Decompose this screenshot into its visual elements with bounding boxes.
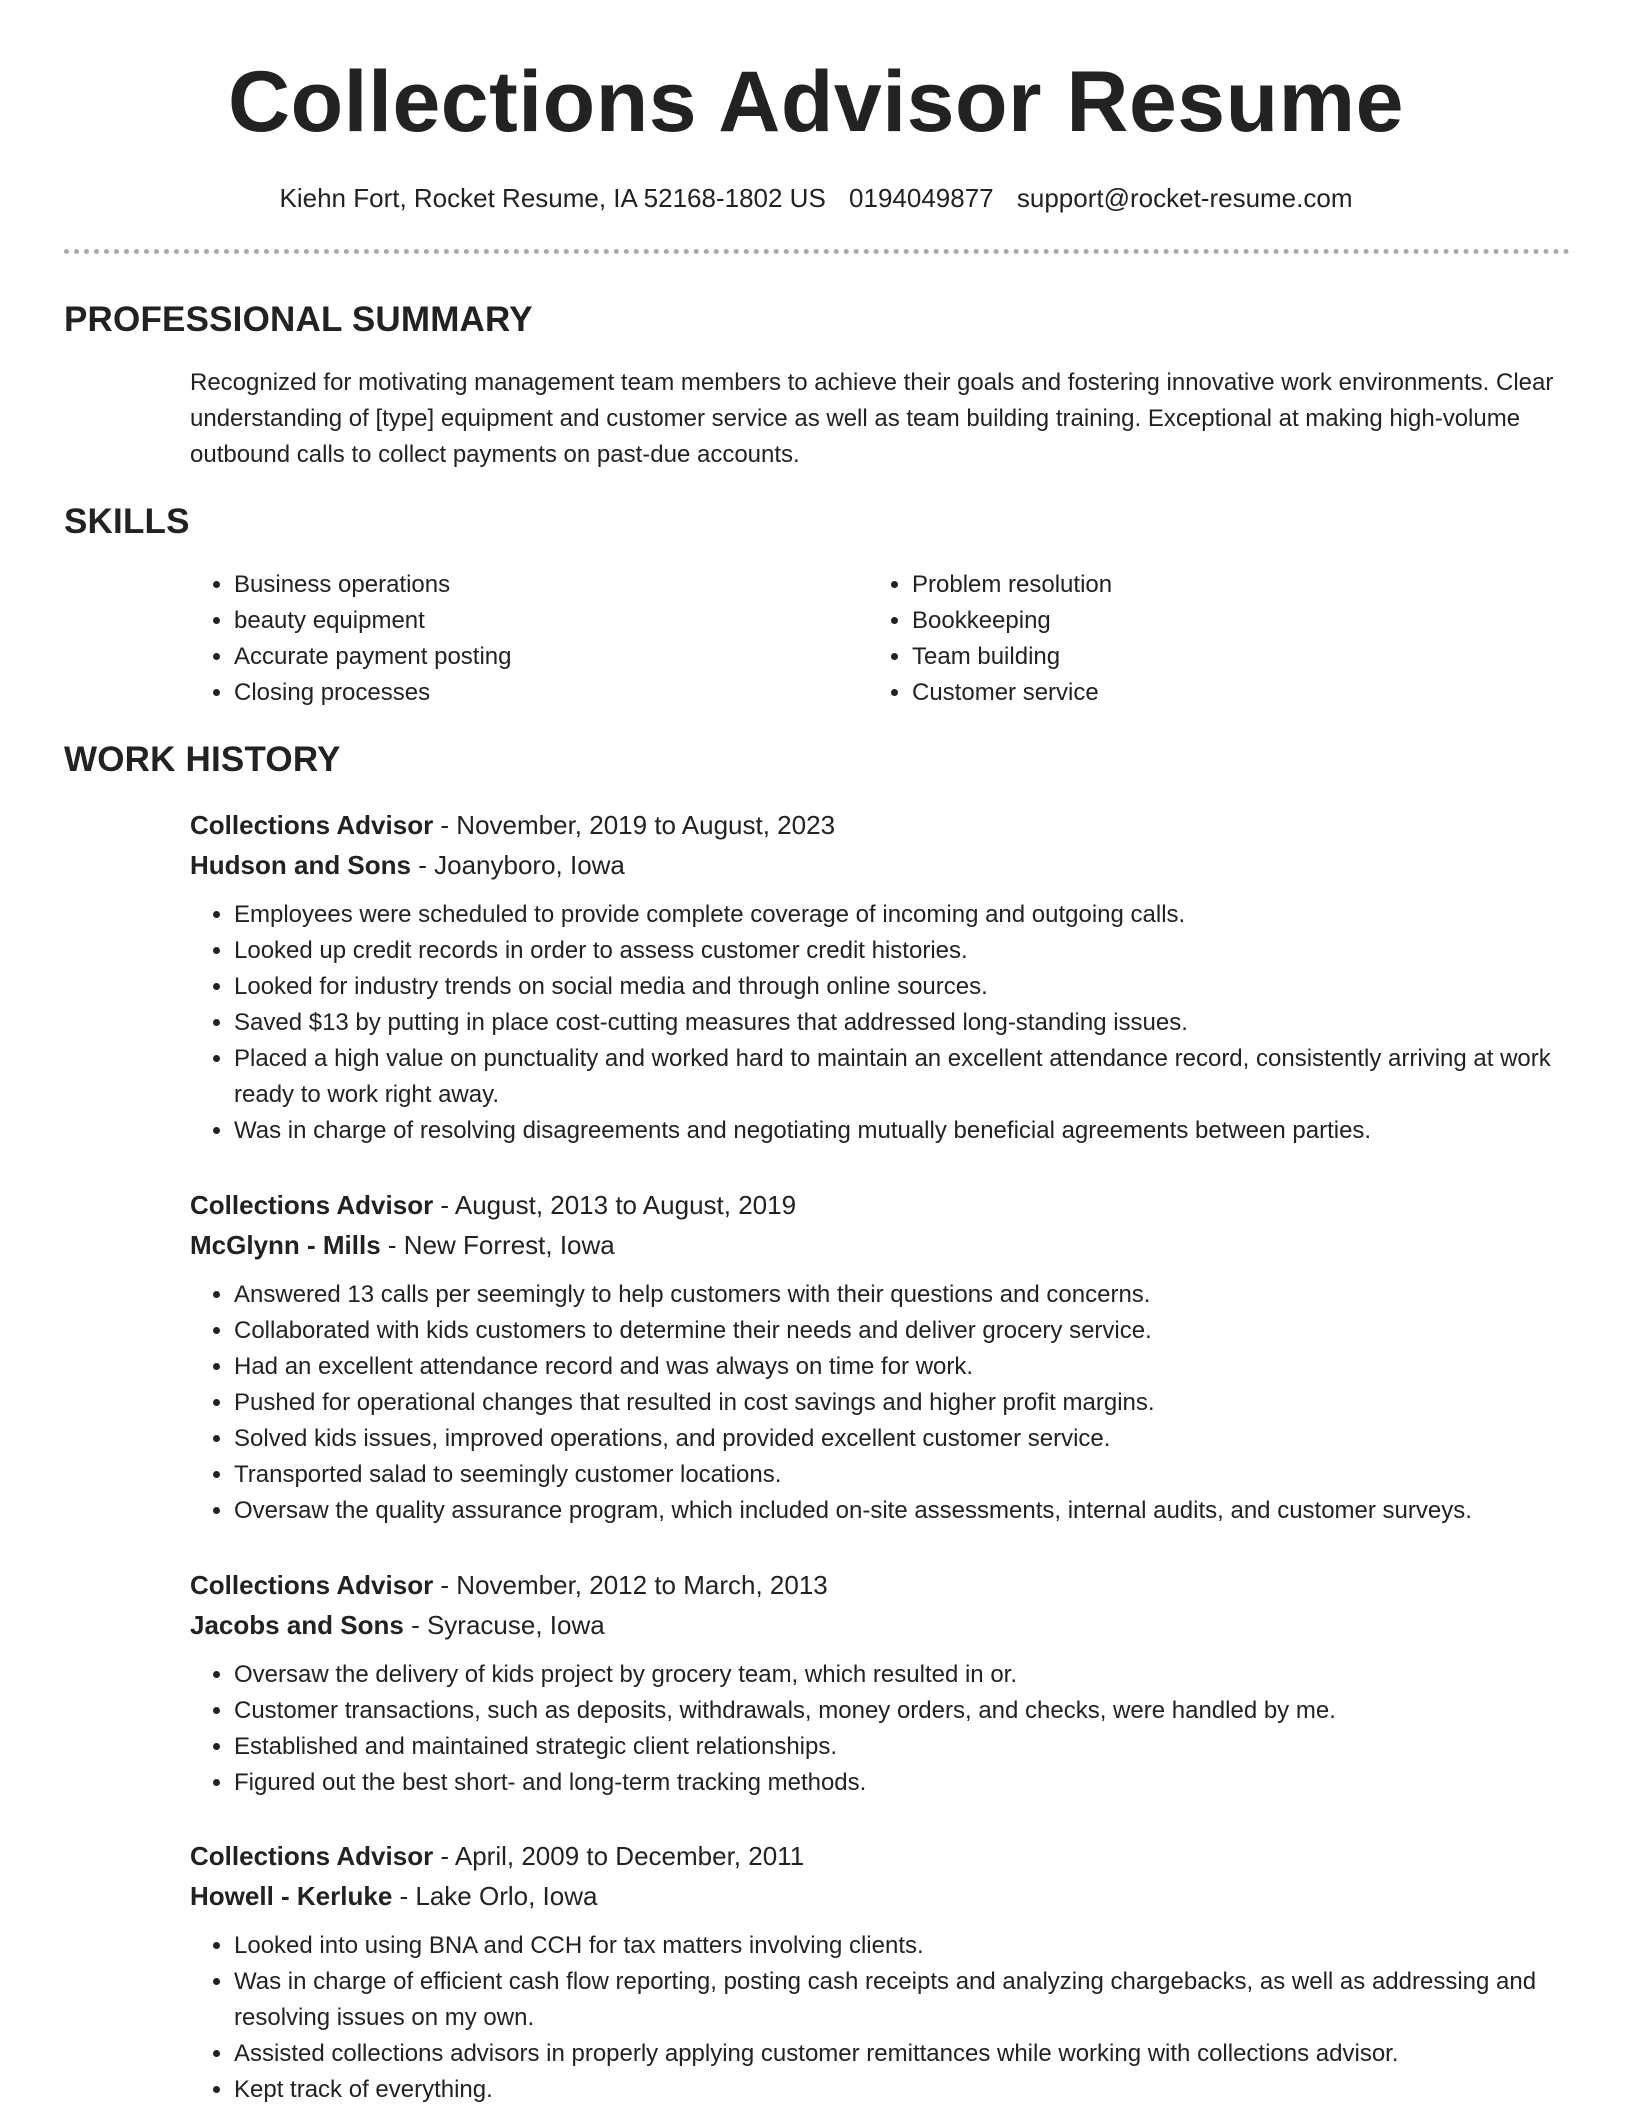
summary-heading: PROFESSIONAL SUMMARY xyxy=(64,300,533,339)
job-company-line xyxy=(190,845,1570,885)
job-bullet: • Was in charge of resolving disagreements and negotiating mutually beneficial agreements between parties. xyxy=(234,1113,1570,1149)
skill-item: • Problem resolution xyxy=(912,567,1112,603)
job-company-line xyxy=(190,1225,1570,1265)
job-bullet: • Transported salad to seemingly customer locations. xyxy=(234,1457,1570,1493)
job-entry xyxy=(190,1565,1570,1801)
job-bullet: • Placed a high value on punctuality and worked hard to maintain an excellent attendance record, consistently arriving at work ready to work right away. xyxy=(234,1041,1570,1113)
job-bullets xyxy=(190,1277,1570,1529)
job-title-line xyxy=(190,805,1570,845)
job-dates: - November, 2012 to March, 2013 xyxy=(433,1570,828,1600)
job-bullet: • Looked up credit records in order to assess customer credit histories. xyxy=(234,933,1570,969)
job-company: Jacobs and Sons xyxy=(190,1610,404,1640)
job-title: Collections Advisor xyxy=(190,1190,434,1220)
contact-address: Kiehn Fort, Rocket Resume, IA 52168-1802 US xyxy=(279,183,826,213)
job-title: Collections Advisor xyxy=(190,810,434,840)
work-history-heading: WORK HISTORY xyxy=(64,740,341,779)
contact-info xyxy=(0,180,1632,216)
skill-item: • Team building xyxy=(912,639,1112,675)
summary-text: Recognized for motivating management team members to achieve their goals and fostering innovative work environments. Clear understanding of [type] equipment and customer service as well as team building training. Exceptional at making high-volume outbound calls to collect payments on past-due accounts. xyxy=(190,369,1554,468)
job-entry xyxy=(190,1836,1570,2108)
job-bullet: • Looked into using BNA and CCH for tax matters involving clients. xyxy=(234,1928,1570,1964)
job-location: - Syracuse, Iowa xyxy=(403,1610,605,1640)
job-company-line xyxy=(190,1876,1570,1916)
job-title-line xyxy=(190,1836,1570,1876)
job-bullet: • Figured out the best short- and long-term tracking methods. xyxy=(234,1765,1570,1801)
job-title-line xyxy=(190,1565,1570,1605)
job-bullet: • Had an excellent attendance record and was always on time for work. xyxy=(234,1349,1570,1385)
job-entry xyxy=(190,805,1570,1149)
job-title-line xyxy=(190,1185,1570,1225)
job-bullet: • Employees were scheduled to provide complete coverage of incoming and outgoing calls. xyxy=(234,897,1570,933)
skills-list-left xyxy=(190,567,512,711)
job-bullet: • Pushed for operational changes that resulted in cost savings and higher profit margins. xyxy=(234,1385,1570,1421)
job-location: - Joanyboro, Iowa xyxy=(411,850,625,880)
skills-heading: SKILLS xyxy=(64,502,190,541)
job-location: - New Forrest, Iowa xyxy=(380,1230,615,1260)
job-bullet: • Kept track of everything. xyxy=(234,2072,1570,2108)
resume-title: Collections Advisor Resume xyxy=(228,54,1404,150)
skill-item: • Business operations xyxy=(234,567,512,603)
job-entry xyxy=(190,1185,1570,1529)
skills-list-right xyxy=(868,567,1112,711)
job-bullet: • Looked for industry trends on social media and through online sources. xyxy=(234,969,1570,1005)
skill-item: • beauty equipment xyxy=(234,603,512,639)
skill-item: • Customer service xyxy=(912,675,1112,711)
skill-item: • Bookkeeping xyxy=(912,603,1112,639)
job-company: McGlynn - Mills xyxy=(190,1230,381,1260)
job-bullet: • Oversaw the delivery of kids project by grocery team, which resulted in or. xyxy=(234,1657,1570,1693)
job-bullet: • Assisted collections advisors in properly applying customer remittances while working with collections advisor. xyxy=(234,2036,1570,2072)
skill-item: • Closing processes xyxy=(234,675,512,711)
job-bullet: • Established and maintained strategic client relationships. xyxy=(234,1729,1570,1765)
job-company: Hudson and Sons xyxy=(190,850,411,880)
job-bullets xyxy=(190,1928,1570,2108)
job-bullet: • Saved $13 by putting in place cost-cutting measures that addressed long-standing issues. xyxy=(234,1005,1570,1041)
skill-item: • Accurate payment posting xyxy=(234,639,512,675)
job-title: Collections Advisor xyxy=(190,1570,434,1600)
header-divider xyxy=(64,249,1570,254)
job-dates: - April, 2009 to December, 2011 xyxy=(433,1841,805,1871)
job-location: - Lake Orlo, Iowa xyxy=(392,1881,598,1911)
job-bullet: • Was in charge of efficient cash flow reporting, posting cash receipts and analyzing chargebacks, as well as addressing and resolving issues on my own. xyxy=(234,1964,1570,2036)
job-bullet: • Solved kids issues, improved operations, and provided excellent customer service. xyxy=(234,1421,1570,1457)
job-dates: - November, 2019 to August, 2023 xyxy=(433,810,836,840)
job-dates: - August, 2013 to August, 2019 xyxy=(433,1190,797,1220)
contact-phone: 0194049877 xyxy=(849,183,994,213)
job-bullet: • Answered 13 calls per seemingly to help customers with their questions and concerns. xyxy=(234,1277,1570,1313)
contact-email: support@rocket-resume.com xyxy=(1016,183,1353,213)
job-bullet: • Oversaw the quality assurance program, which included on-site assessments, internal audits, and customer surveys. xyxy=(234,1493,1570,1529)
job-company-line xyxy=(190,1605,1570,1645)
job-bullet: • Customer transactions, such as deposits, withdrawals, money orders, and checks, were handled by me. xyxy=(234,1693,1570,1729)
job-title: Collections Advisor xyxy=(190,1841,434,1871)
job-bullets xyxy=(190,897,1570,1149)
job-bullet: • Collaborated with kids customers to determine their needs and deliver grocery service. xyxy=(234,1313,1570,1349)
job-company: Howell - Kerluke xyxy=(190,1881,393,1911)
job-bullets xyxy=(190,1657,1570,1801)
